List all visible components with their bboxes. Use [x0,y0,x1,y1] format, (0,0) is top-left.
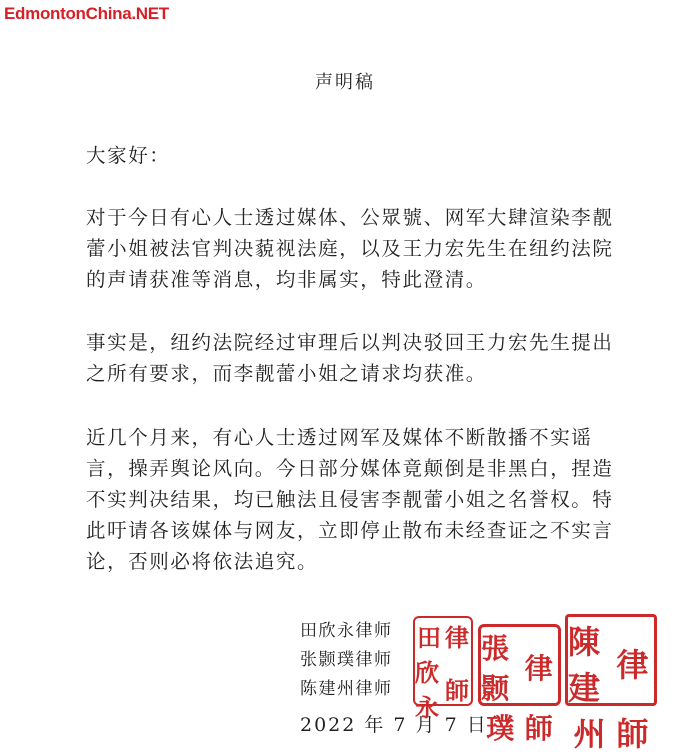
seal-stamp-zhang [478,624,561,745]
seal-char: 張颢 [481,632,510,705]
document-title: 声明稿 [315,72,375,93]
signer-list [300,617,393,704]
signer-name: 陈建州律师 [300,679,393,699]
seal-char: 師 [445,675,469,705]
signer-name: 田欣永律师 [300,621,393,641]
seal-char: 州 [573,715,606,753]
seal-char: 璞 [486,712,515,745]
seal-char: 師 [524,712,553,745]
paragraph-clarification: 对于今日有心人士透过媒体、公眾號、网军大肆渲染李靓蕾小姐被法官判决藐视法庭，以及王力宏先生在纽约法院的声请获准等消息，均非属实，特此澄清。 [86,206,614,291]
seal-char: 陳建 [568,623,601,707]
seal-char: 律 [445,623,469,652]
greeting: 大家好： [86,144,171,167]
seal-char: 律 [524,652,553,685]
seal-char: 欣永 [415,658,439,722]
seal-char: 師 [616,715,649,753]
document-date: 2022 年 7 月 7 日 [300,714,488,736]
site-watermark: EdmontonChina.NET [4,4,169,23]
seal-stamp-tian [413,616,473,722]
signer-name: 张颢璞律师 [300,650,393,670]
paragraph-facts: 事实是，纽约法院经过审理后以判决驳回王力宏先生提出之所有要求，而李靓蕾小姐之请求均获准。 [86,331,614,385]
paragraph-warning: 近几个月来，有心人士透过网军及媒体不断散播不实谣言，操弄舆论风向。今日部分媒体竟颠倒是非黑白，捏造不实判决结果，均已触法且侵害李靓蕾小姐之名誉权。特此吁请各该媒体与网友，立即停止散布未经查证之不实言论，否则必将依法追究。 [86,426,614,573]
seal-char: 田 [417,623,441,652]
seal-char: 律 [616,646,649,684]
seal-stamp-chen [565,614,657,753]
